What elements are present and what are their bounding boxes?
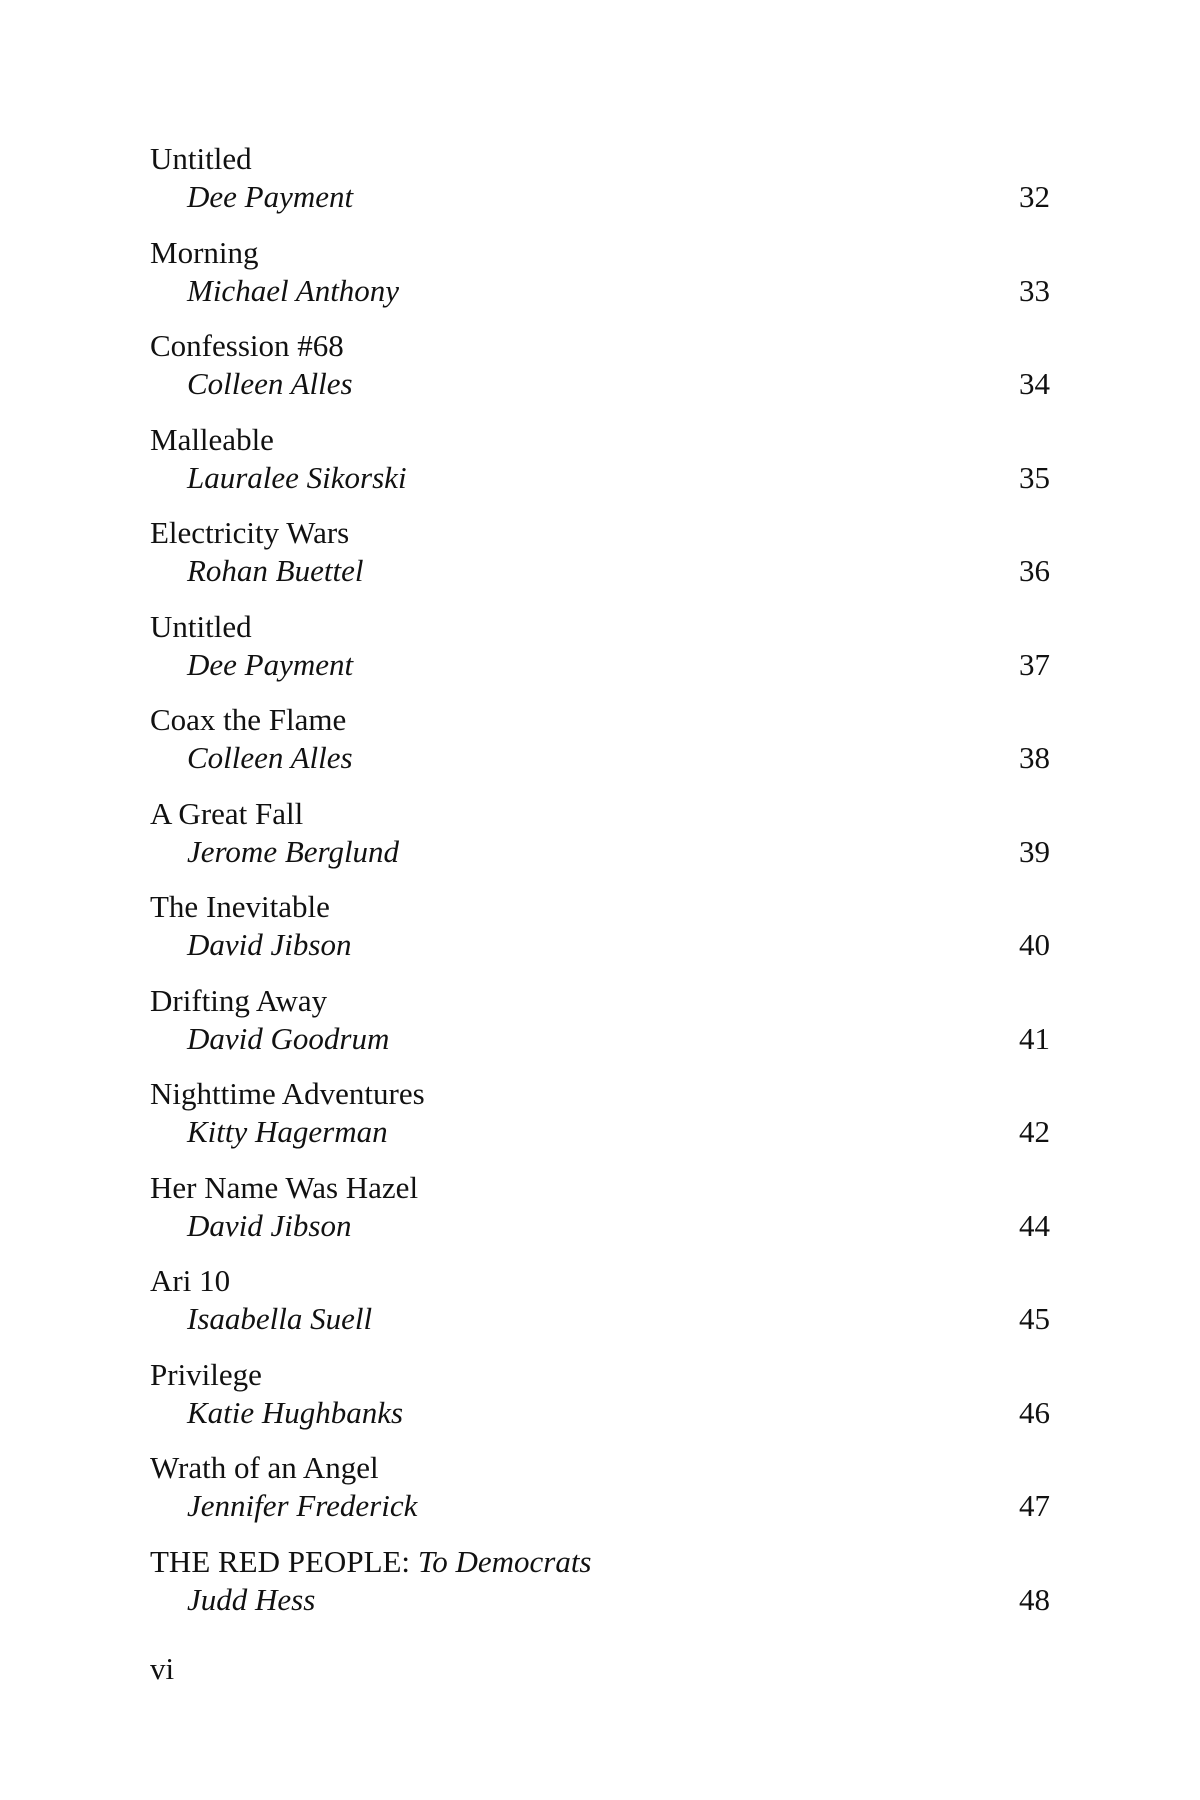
toc-entry	[150, 140, 1050, 234]
toc-entry	[150, 1356, 1050, 1450]
entry-title	[150, 514, 349, 552]
entry-title-text: Her Name Was Hazel	[150, 1169, 419, 1205]
toc-entry	[150, 982, 1050, 1076]
table-of-contents	[150, 140, 1050, 1636]
entry-title	[150, 795, 303, 833]
entry-page-number: 41	[1019, 1020, 1050, 1056]
entry-author: Katie Hughbanks	[187, 1394, 404, 1430]
entry-title-text: Nighttime Adventures	[150, 1076, 425, 1111]
entry-author: David Jibson	[187, 1207, 352, 1243]
entry-page-number: 46	[1019, 1394, 1050, 1430]
entry-page-number: 40	[1019, 927, 1050, 962]
entry-title-text: The Inevitable	[150, 889, 330, 924]
entry-author: Isaabella Suell	[187, 1301, 373, 1336]
entry-title	[150, 1356, 262, 1394]
toc-entry	[150, 421, 1050, 515]
entry-page-number: 35	[1019, 459, 1050, 495]
entry-author: Rohan Buettel	[187, 553, 364, 588]
entry-title	[150, 982, 327, 1020]
entry-page-number: 44	[1019, 1207, 1050, 1243]
toc-entry	[150, 234, 1050, 328]
entry-title-text: Malleable	[150, 421, 274, 457]
entry-page-number: 48	[1019, 1581, 1050, 1617]
entry-title-text: THE RED PEOPLE:	[150, 1543, 411, 1579]
entry-title-text: Privilege	[150, 1356, 262, 1392]
entry-page-number: 42	[1019, 1114, 1050, 1149]
entry-title	[150, 1543, 592, 1581]
entry-author: Colleen Alles	[187, 740, 353, 775]
entry-title	[150, 608, 252, 646]
entry-title	[150, 701, 346, 739]
entry-author: Lauralee Sikorski	[187, 459, 407, 495]
entry-title	[150, 888, 330, 926]
entry-author: Jennifer Frederick	[187, 1488, 418, 1523]
page-number: vi	[150, 1651, 175, 1686]
entry-title	[150, 1262, 230, 1300]
entry-page-number: 33	[1019, 272, 1050, 308]
entry-title-text: Electricity Wars	[150, 515, 350, 550]
entry-page-number: 34	[1019, 366, 1050, 401]
toc-entry	[150, 1075, 1050, 1169]
entry-title	[150, 1449, 379, 1487]
entry-title	[150, 234, 259, 272]
entry-page-number: 39	[1019, 833, 1050, 869]
entry-title	[150, 1169, 418, 1207]
entry-author: Jerome Berglund	[187, 833, 400, 869]
entry-page-number: 47	[1019, 1488, 1050, 1523]
entry-page-number: 45	[1019, 1301, 1050, 1336]
toc-entry	[150, 888, 1050, 982]
entry-author: Michael Anthony	[187, 272, 400, 308]
entry-title-text: Coax the Flame	[150, 702, 347, 737]
entry-author: David Jibson	[187, 927, 352, 962]
entry-title	[150, 1075, 425, 1113]
entry-title	[150, 327, 344, 365]
entry-author: Dee Payment	[187, 179, 354, 214]
entry-title-text: Wrath of an Angel	[150, 1450, 379, 1485]
entry-author: David Goodrum	[187, 1020, 390, 1056]
entry-author: Colleen Alles	[187, 366, 353, 401]
entry-title-text: Ari 10	[150, 1263, 231, 1298]
toc-entry	[150, 514, 1050, 608]
toc-entry	[150, 1262, 1050, 1356]
toc-entry	[150, 1449, 1050, 1543]
entry-author: Kitty Hagerman	[187, 1114, 388, 1149]
entry-title-text: Untitled	[150, 141, 252, 176]
entry-page-number: 36	[1019, 553, 1050, 588]
entry-page-number: 37	[1019, 646, 1050, 682]
entry-page-number: 38	[1019, 740, 1050, 775]
toc-entry	[150, 701, 1050, 795]
toc-entry	[150, 1543, 1050, 1637]
entry-title-text: Morning	[150, 234, 259, 270]
toc-entry	[150, 327, 1050, 421]
entry-author: Dee Payment	[187, 646, 354, 682]
entry-title-text: Untitled	[150, 608, 252, 644]
entry-page-number: 32	[1019, 179, 1050, 214]
entry-author: Judd Hess	[187, 1581, 316, 1617]
toc-entry	[150, 795, 1050, 889]
entry-subtitle: To Democrats	[417, 1543, 592, 1579]
entry-title	[150, 140, 252, 178]
toc-entry	[150, 1169, 1050, 1263]
entry-title-text: Confession #68	[150, 328, 344, 363]
entry-title	[150, 421, 274, 459]
entry-title-text: A Great Fall	[150, 795, 304, 831]
toc-entry	[150, 608, 1050, 702]
entry-title-text: Drifting Away	[150, 982, 328, 1018]
